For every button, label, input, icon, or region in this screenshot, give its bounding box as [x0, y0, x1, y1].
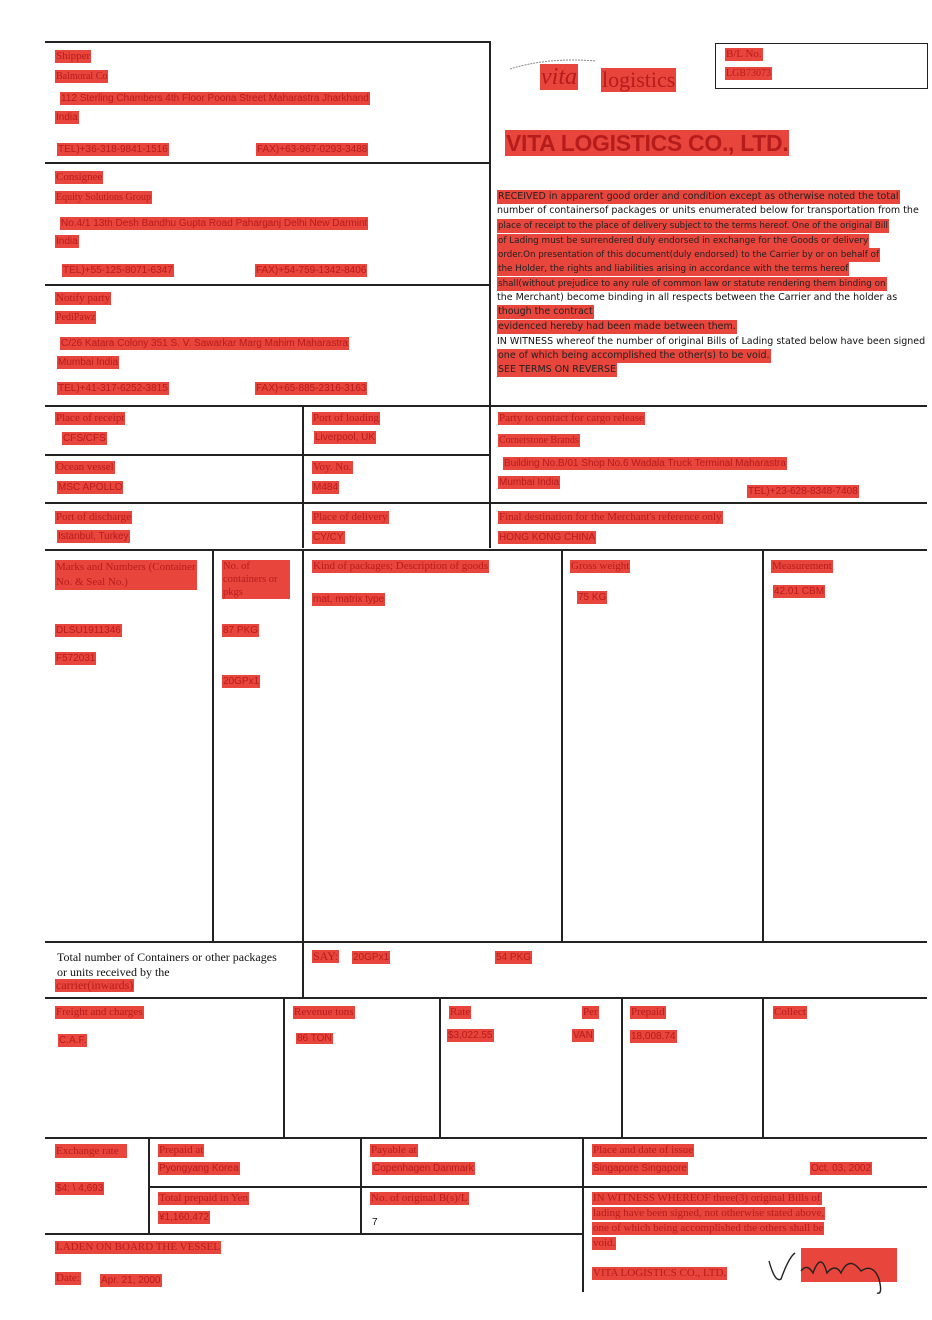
original-bl-title: No. of original B(s)/L [371, 1192, 468, 1204]
discharge-value: Istanbul, Turkey [58, 531, 129, 542]
terms-line: order.On presentation of this document(duly endorsed) to the Carrier by or on behalf of [498, 250, 879, 260]
rate-value: $3,022.55 [448, 1030, 493, 1041]
total-prepaid-value: ¥1,160,472 [159, 1212, 210, 1223]
discharge-title: Port of discharge [56, 511, 131, 523]
divider [45, 162, 489, 164]
terms-line: though the contract [498, 306, 593, 317]
count-containers: 20GPx1 [223, 676, 260, 687]
gross-value: 75 KG [578, 592, 607, 603]
total-packages: 54 PKG [496, 952, 532, 963]
notify-name: PediPawz [56, 312, 96, 323]
exchange-value: $4: \ 4,693 [56, 1183, 104, 1194]
laden-date-label: Date: [56, 1272, 80, 1284]
marks-container-no: DLSU1911346 [56, 625, 121, 636]
witness-line: lading have been signed, not otherwise stated above, [593, 1207, 825, 1219]
marks-title: Marks and Numbers (Container No. & Seal No.) [56, 561, 196, 588]
terms-line: of Lading must be surrendered duly endorsed in exchange for the Goods or delivery [498, 236, 869, 246]
divider [45, 502, 927, 504]
signature-image [765, 1243, 905, 1299]
laden-title: LADEN ON BOARD THE VESSEL [56, 1241, 220, 1253]
witness-line: IN WITNESS WHEREOF three(3) original Bills of [593, 1192, 821, 1204]
original-bl-value: 7 [372, 1217, 378, 1228]
terms-line: shall(without prejudice to any rule of common law or statute rendering them binding on [498, 279, 886, 289]
consignee-tel: TEL)+55-125-8071-6347 [63, 265, 173, 276]
shipper-fax: FAX)+63-967-0293-3488 [257, 144, 368, 155]
loading-title: Port of loading [313, 412, 379, 424]
freight-value: C.A.F. [59, 1035, 87, 1046]
divider [621, 997, 623, 1137]
divider [45, 1233, 582, 1235]
witness-line: void. [593, 1237, 616, 1249]
logo-mark: vita [541, 64, 577, 90]
marks-seal-no: F572031 [56, 653, 96, 664]
terms-line: number of containersof packages or units enumerated below for transportation from the [497, 205, 919, 216]
divider [283, 997, 285, 1137]
divider [45, 41, 489, 43]
divider [302, 405, 304, 548]
logo-text: logistics [602, 67, 676, 92]
delivery-value: CY/CY [313, 532, 344, 543]
payable-at-title: Payable at [371, 1144, 417, 1156]
shipper-name: Balmoral Co [56, 71, 108, 82]
revenue-value: 86 TON [297, 1033, 332, 1044]
gross-title: Gross weight [571, 560, 630, 572]
revenue-title: Revenue tons [294, 1006, 354, 1018]
count-title: No. of containers or pkgs [222, 560, 290, 599]
issue-title: Place and date of issue [593, 1144, 694, 1156]
signer-company: VITA LOGISTICS CO., LTD. [593, 1267, 727, 1279]
consignee-fax: FAX)+54-759-1342-8406 [256, 265, 367, 276]
divider [45, 1137, 927, 1139]
delivery-title: Place of delivery [313, 511, 388, 523]
final-value: HONG KONG CHINA [499, 532, 596, 543]
divider [360, 1137, 362, 1233]
count-value: 87 PKG [223, 625, 259, 636]
collect-title: Collect [774, 1006, 806, 1018]
divider [582, 1137, 584, 1292]
measurement-value: 42.01 CBM [774, 586, 825, 597]
rate-title: Rate [450, 1006, 471, 1018]
notify-fax: FAX)+65-885-2316-3163 [256, 383, 367, 394]
bl-number-value: LGB73073 [726, 68, 771, 79]
notify-title: Notify party [56, 292, 111, 304]
divider [148, 1186, 927, 1188]
terms-line: one of which being accomplished the other(s) to be void. [498, 350, 770, 361]
terms-line: RECEIVED in apparent good order and condition except as otherwise noted the total [498, 191, 899, 202]
party-tel: TEL)+23-628-8348-7408 [748, 486, 858, 497]
divider [489, 405, 491, 548]
consignee-address: No.4/1 13th Desh Bandhu Gupta Road Paharganj Delhi New Darmint [61, 218, 368, 229]
divider [45, 997, 927, 999]
receipt-title: Place of receipt [56, 412, 125, 424]
vessel-value: MSC APOLLO [58, 482, 123, 493]
issue-place: Singapore Singapore [593, 1163, 687, 1174]
final-title: Final destination for the Merchant's reference only [499, 511, 722, 523]
divider [762, 997, 764, 1137]
voyage-title: Voy. No. [313, 461, 352, 473]
divider [302, 549, 304, 941]
per-value: VAN [573, 1030, 593, 1041]
party-title: Party to contact for cargo release [499, 412, 644, 424]
company-title: VITA LOGISTICS CO., LTD. [506, 130, 789, 156]
consignee-title: Consignee [56, 171, 103, 183]
prepaid-at-title: Prepaid at [159, 1144, 204, 1156]
voyage-value: M484 [313, 482, 339, 493]
party-name: Cornerstone Brands [499, 435, 579, 446]
bl-number-label: B/L No. [726, 48, 762, 60]
payable-at-value: Copenhagen Danmark [373, 1163, 474, 1174]
prepaid-value: 18,008.74 [631, 1031, 676, 1042]
shipper-address-country: India [56, 112, 78, 123]
receipt-value: CFS/CFS [63, 433, 106, 444]
notify-address-city: Mumbai India [58, 357, 119, 368]
divider [45, 549, 927, 551]
divider [762, 549, 764, 941]
party-address-city: Mumbai India [499, 477, 560, 488]
total-label: Total number of Containers or other packages or units received by the [57, 950, 277, 979]
divider [489, 41, 491, 405]
terms-line: evidenced hereby had been made between them. [498, 321, 736, 332]
witness-line: one of which being accomplished the others shall be [593, 1222, 824, 1234]
terms-line: SEE TERMS ON REVERSE [498, 364, 617, 375]
terms-line: the Holder, the rights and liabilities arising in accordance with the terms hereof [498, 264, 849, 274]
notify-address: C/26 Katara Colony 351 S. V. Sawarkar Marg Mahim Maharastra [61, 338, 348, 349]
exchange-title: Exchange rate [55, 1144, 127, 1158]
total-containers: 20GPx1 [353, 952, 390, 963]
divider [45, 941, 927, 943]
per-title: Per [583, 1006, 598, 1018]
prepaid-at-value: Pyongyang Korea [159, 1163, 239, 1174]
divider [302, 941, 304, 997]
prepaid-title: Prepaid [631, 1006, 665, 1018]
loading-value: Liverpool, UK [315, 432, 376, 443]
issue-date: Oct. 03, 2002 [811, 1163, 872, 1174]
total-say: SAY: [313, 949, 339, 963]
divider [212, 549, 214, 941]
total-prepaid-title: Total prepaid in Yen [159, 1192, 249, 1204]
kind-value: mat, matrix type [313, 594, 385, 605]
kind-title: Kind of packages; Description of goods [313, 560, 489, 572]
party-address: Building No.B/01 Shop No.6 Wadala Truck Terminal Maharastra [504, 458, 786, 469]
consignee-name: Equity Solutions Group [56, 192, 152, 203]
divider [45, 454, 489, 456]
divider [148, 1137, 150, 1233]
vessel-title: Ocean vessel [56, 461, 114, 473]
consignee-address-country: India [56, 236, 78, 247]
measurement-title: Measurement [772, 560, 832, 572]
laden-date-value: Apr. 21, 2000 [101, 1275, 161, 1286]
shipper-tel: TEL)+36-318-9841-1516 [58, 144, 168, 155]
total-label-carrier: carrier(inwards) [56, 978, 134, 992]
divider [439, 997, 441, 1137]
shipper-title: Shipper [56, 50, 91, 62]
terms-line: the Merchant) become binding in all respects between the Carrier and the holder as [497, 292, 898, 303]
divider [561, 549, 563, 941]
terms-line: IN WITNESS whereof the number of original Bills of Lading stated below have been signed [497, 336, 926, 347]
shipper-address: 112 Sterling Chambers 4th Floor Poona Street Maharastra Jharkhand [61, 93, 369, 104]
freight-title: Freight and charges [56, 1006, 143, 1018]
divider [45, 405, 927, 407]
divider [45, 284, 489, 286]
notify-tel: TEL)+41-317-6252-3815 [58, 383, 168, 394]
terms-line: place of receipt to the place of delivery subject to the terms hereof. One of the original Bill [498, 221, 888, 231]
